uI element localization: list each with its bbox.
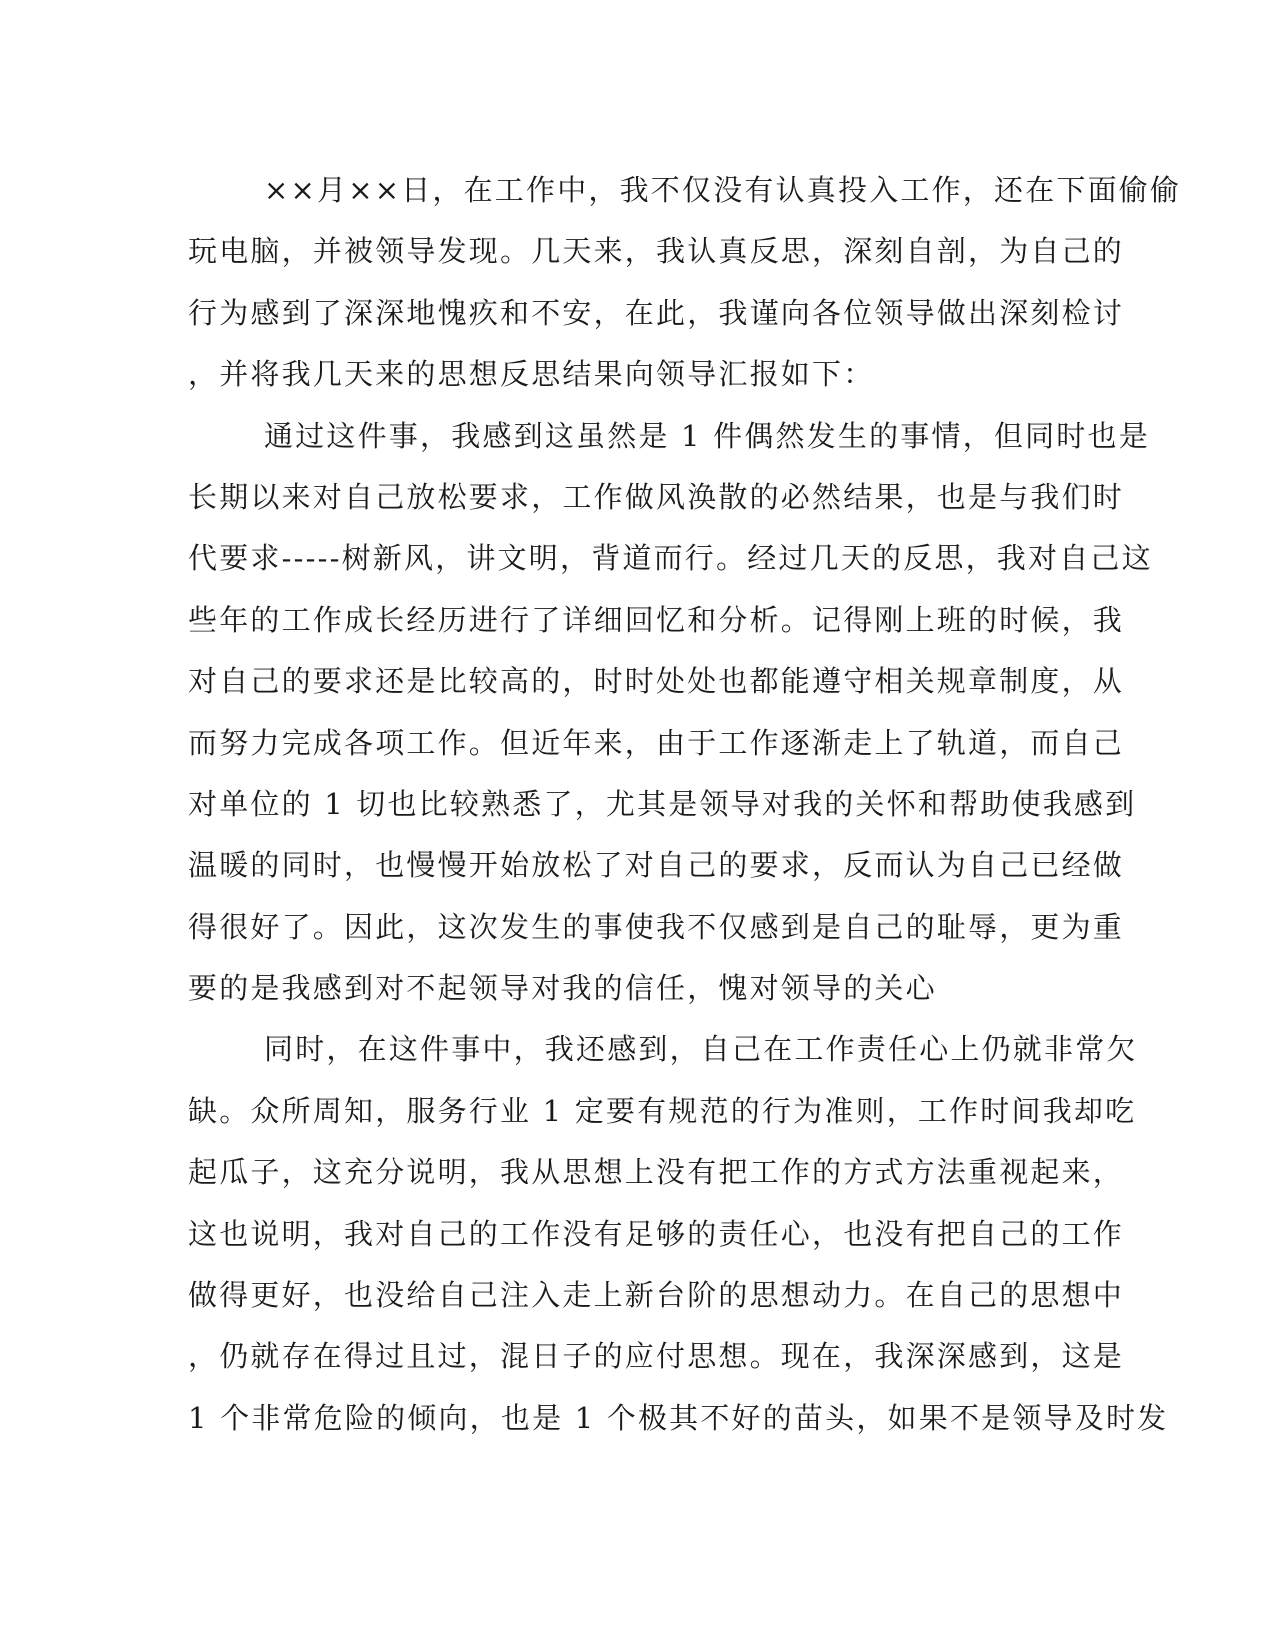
paragraph-line: 缺。众所周知，服务行业 1 定要有规范的行为准则，工作时间我却吃: [188, 1093, 1137, 1128]
paragraph-line: 而努力完成各项工作。但近年来，由于工作逐渐走上了轨道，而自己: [188, 725, 1125, 760]
paragraph-line: 温暖的同时，也慢慢开始放松了对自己的要求，反而认为自己已经做: [188, 848, 1125, 883]
paragraph-line: 行为感到了深深地愧疚和不安，在此，我谨向各位领导做出深刻检讨: [188, 295, 1125, 330]
paragraph-line: ，仍就存在得过且过，混日子的应付思想。现在，我深深感到，这是: [188, 1339, 1125, 1374]
paragraph-line: 长期以来对自己放松要求，工作做风涣散的必然结果，也是与我们时: [188, 479, 1125, 514]
paragraph-line: 玩电脑，并被领导发现。几天来，我认真反思，深刻自剖，为自己的: [188, 234, 1125, 269]
paragraph-line: 同时，在这件事中，我还感到，自己在工作责任心上仍就非常欠: [264, 1032, 1138, 1067]
paragraph-1: [188, 160, 1182, 406]
paragraph-line: 要的是我感到对不起领导对我的信任，愧对领导的关心: [188, 971, 937, 1006]
paragraph-3: [188, 1019, 1169, 1449]
paragraph-line: 对单位的 1 切也比较熟悉了，尤其是领导对我的关怀和帮助使我感到: [188, 786, 1137, 821]
paragraph-line: 做得更好，也没给自己注入走上新台阶的思想动力。在自己的思想中: [188, 1278, 1125, 1313]
paragraph-line: 得很好了。因此，这次发生的事使我不仅感到是自己的耻辱，更为重: [188, 909, 1125, 944]
document-body: [188, 160, 1182, 1449]
paragraph-line: ××月××日，在工作中，我不仅没有认真投入工作，还在下面偷偷: [264, 173, 1182, 207]
paragraph-2: [188, 406, 1153, 1020]
paragraph-line: 1 个非常危险的倾向，也是 1 个极其不好的苗头，如果不是领导及时发: [188, 1400, 1169, 1435]
paragraph-line: 些年的工作成长经历进行了详细回忆和分析。记得刚上班的时候，我: [188, 602, 1125, 637]
paragraph-line: 对自己的要求还是比较高的，时时处处也都能遵守相关规章制度，从: [188, 664, 1125, 699]
paragraph-line: 代要求-----树新风，讲文明，背道而行。经过几天的反思，我对自己这: [188, 541, 1153, 576]
paragraph-line: 通过这件事，我感到这虽然是 1 件偶然发生的事情，但同时也是: [264, 418, 1150, 453]
paragraph-line: 这也说明，我对自己的工作没有足够的责任心，也没有把自己的工作: [188, 1216, 1125, 1251]
paragraph-line: ，并将我几天来的思想反思结果向领导汇报如下：: [188, 357, 875, 392]
paragraph-line: 起瓜子，这充分说明，我从思想上没有把工作的方式方法重视起来，: [188, 1155, 1125, 1190]
